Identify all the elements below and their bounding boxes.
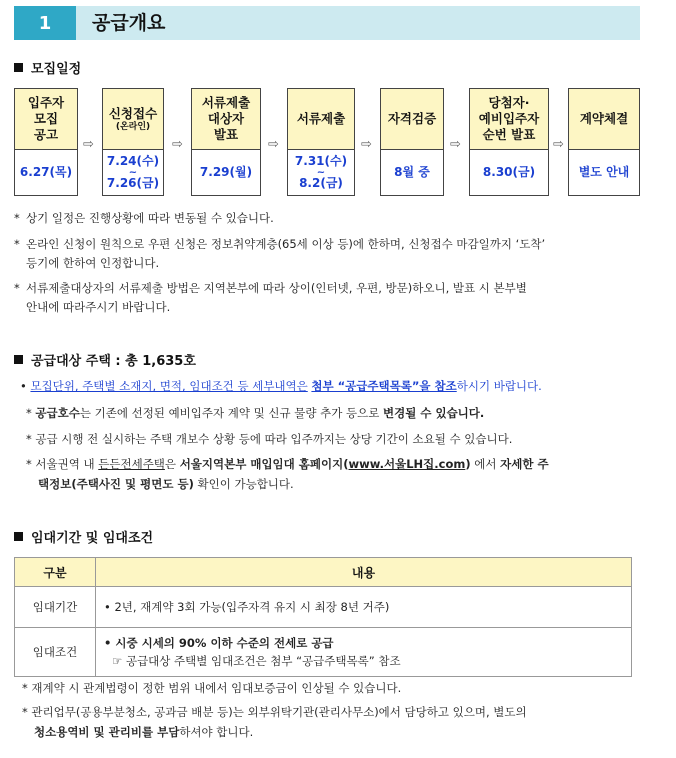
step-label: 계약체결 <box>568 88 640 150</box>
target-bullet: • 모집단위, 주택별 소재지, 면적, 임대조건 등 세부내역은 첨부 “공급주택목록”을 참조하시기 바랍니다. <box>20 379 542 393</box>
arrow-right-icon: ⇨ <box>83 137 94 152</box>
rent-table <box>14 557 632 677</box>
target-note-3-cont: 택정보(주택사진 및 평면도 등) 확인이 가능합니다. <box>38 477 294 491</box>
rent-note-1: * 재계약 시 관계법령이 정한 범위 내에서 임대보증금이 인상될 수 있습니다. <box>22 681 402 695</box>
target-note-1: * 공급호수는 기존에 선정된 예비입주자 계약 및 신규 물량 추가 등으로 변경될 수 있습니다. <box>26 406 485 420</box>
column-header: 내용 <box>96 558 632 587</box>
row-key: 임대기간 <box>15 587 96 628</box>
pointing-hand-icon: ☞ <box>112 654 123 668</box>
arrow-right-icon: ⇨ <box>450 137 461 152</box>
step-date: 8.30(금) <box>469 150 549 196</box>
step-date: 8월 중 <box>380 150 444 196</box>
schedule-heading: 모집일정 <box>14 58 81 77</box>
step-label: 신청접수 (온라인) <box>102 88 164 150</box>
row-value: • 2년, 재계약 3회 가능(입주자격 유지 시 최장 8년 거주) <box>96 587 632 628</box>
arrow-right-icon: ⇨ <box>268 137 279 152</box>
step-date: 7.29(월) <box>191 150 261 196</box>
step-date: 6.27(목) <box>14 150 78 196</box>
rent-heading: 임대기간 및 임대조건 <box>14 527 153 546</box>
arrow-right-icon: ⇨ <box>172 137 183 152</box>
table-row <box>15 628 632 677</box>
step-label: 서류제출 대상자 발표 <box>191 88 261 150</box>
row-key: 임대조건 <box>15 628 96 677</box>
table-row <box>15 587 632 628</box>
list-reference-link[interactable]: 모집단위, 주택별 소재지, 면적, 임대조건 등 세부내역은 <box>30 379 308 393</box>
row-value: • 시중 시세의 90% 이하 수준의 전세로 공급 ☞ 공급대상 주택별 임대조건은 첨부 “공급주택목록” 참조 <box>96 628 632 677</box>
schedule-note-cont: 등기에 한하여 인정합니다. <box>26 256 160 270</box>
step-date: 별도 안내 <box>568 150 640 196</box>
attachment-reference-link[interactable]: 첨부 “공급주택목록”을 참조 <box>311 379 457 393</box>
target-heading: 공급대상 주택 : 총 1,635호 <box>14 350 196 369</box>
schedule-note-cont: 안내에 따라주시기 바랍니다. <box>26 300 171 314</box>
schedule-note: * 온라인 신청이 원칙으로 우편 신청은 정보취약계층(65세 이상 등)에 한하며, 신청접수 마감일까지 ‘도착’ <box>14 237 546 251</box>
target-note-3: * 서울권역 내 든든전세주택은 서울지역본부 매입임대 홈페이지(www.서울LH집.com) 에서 자세한 주 <box>26 457 549 471</box>
schedule-note: * 서류제출대상자의 서류제출 방법은 지역본부에 따라 상이(인터넷, 우편, 방문)하오니, 발표 시 본부별 <box>14 281 527 295</box>
step-date: 7.24(수) ~ 7.26(금) <box>102 150 164 196</box>
step-date: 7.31(수) ~ 8.2(금) <box>287 150 355 196</box>
step-label: 자격검증 <box>380 88 444 150</box>
column-header: 구분 <box>15 558 96 587</box>
section-title-bar <box>14 6 640 40</box>
square-bullet-icon <box>14 63 23 72</box>
rent-note-2: * 관리업무(공용부분청소, 공과금 배분 등)는 외부위탁기관(관리사무소)에서 담당하고 있으며, 별도의 <box>22 705 527 719</box>
rent-note-2-cont: 청소용역비 및 관리비를 부담하셔야 합니다. <box>34 725 254 739</box>
step-label: 당첨자· 예비입주자 순번 발표 <box>469 88 549 150</box>
section-number: 1 <box>14 6 76 40</box>
square-bullet-icon <box>14 355 23 364</box>
section-title: 공급개요 <box>92 12 166 34</box>
schedule-note: * 상기 일정은 진행상황에 따라 변동될 수 있습니다. <box>14 211 274 225</box>
homepage-link[interactable]: www.서울LH집.com <box>348 457 466 471</box>
step-label: 입주자 모집 공고 <box>14 88 78 150</box>
arrow-right-icon: ⇨ <box>361 137 372 152</box>
target-note-2: * 공급 시행 전 실시하는 주택 개보수 상황 등에 따라 입주까지는 상당 기간이 소요될 수 있습니다. <box>26 432 513 446</box>
square-bullet-icon <box>14 532 23 541</box>
table-header-row <box>15 558 632 587</box>
step-label: 서류제출 <box>287 88 355 150</box>
arrow-right-icon: ⇨ <box>553 137 564 152</box>
